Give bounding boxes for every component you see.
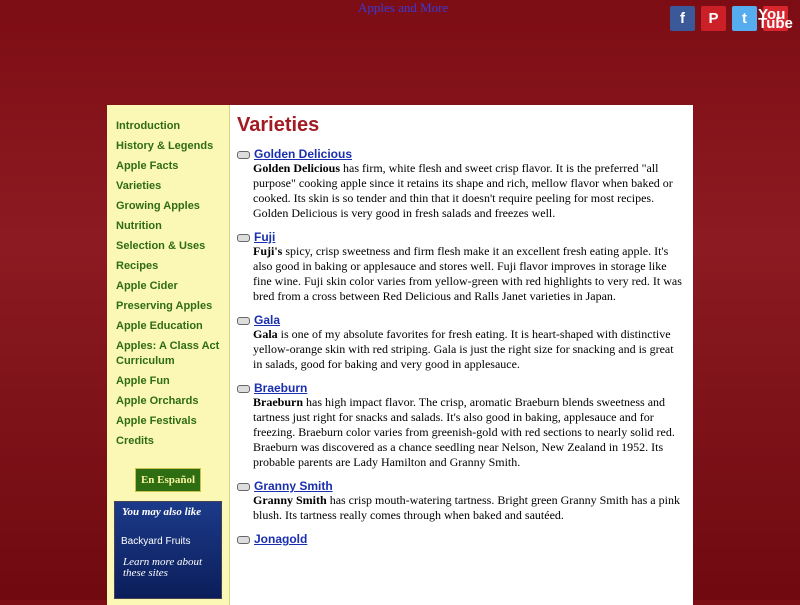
- link-icon: [237, 385, 250, 393]
- link-icon: [237, 151, 250, 159]
- main-panel: [107, 105, 693, 605]
- social-links: [670, 5, 793, 32]
- espanol-button[interactable]: En Español: [135, 468, 201, 492]
- variety-item: [237, 479, 685, 523]
- variety-description: Granny Smith has crisp mouth-watering tartness. Bright green Granny Smith has a pink blush. Its tartness really comes through when baked and sautéed.: [253, 493, 680, 522]
- sidebar-item-nutrition[interactable]: Nutrition: [116, 220, 162, 232]
- may-also-like-heading: You may also like: [122, 506, 202, 518]
- sidebar-item-varieties[interactable]: Varieties: [116, 180, 162, 192]
- variety-link[interactable]: Granny Smith: [254, 479, 333, 493]
- sidebar-item-preserving[interactable]: Preserving Apples: [116, 300, 213, 312]
- variety-link[interactable]: Braeburn: [254, 381, 308, 395]
- sidebar-item-education[interactable]: Apple Education: [116, 320, 203, 332]
- content: [237, 105, 685, 555]
- variety-link[interactable]: Jonagold: [254, 532, 308, 546]
- link-icon: [237, 483, 250, 491]
- sidebar-item-introduction[interactable]: Introduction: [116, 120, 181, 132]
- variety-link[interactable]: Gala: [254, 313, 281, 327]
- variety-description: Braeburn has high impact flavor. The crisp, aromatic Braeburn blends sweetness and tartness just right for snacks and salads. It's also good in baking, applesauce and for freezing. Braeburn color varies from greenish-gold with red sections to nearly solid red. Braeburn was discovered as a chance seedling near Nelson, New Zealand in 1952. Its probable parents are Lady Hamilton and Granny Smith.: [253, 395, 675, 469]
- variety-link[interactable]: Golden Delicious: [254, 147, 353, 161]
- sidebar-item-curriculum[interactable]: Apples: A Class Act Curriculum: [116, 340, 220, 367]
- link-icon: [237, 317, 250, 325]
- top-site-link[interactable]: Apples and More: [358, 0, 449, 15]
- sidebar-item-credits[interactable]: Credits: [116, 435, 154, 447]
- learn-more-text: Learn more about these sites: [123, 556, 203, 579]
- sidebar-item-history[interactable]: History & Legends: [116, 140, 214, 152]
- link-icon: [237, 536, 250, 544]
- backyard-fruits-link[interactable]: Backyard Fruits: [121, 536, 191, 547]
- variety-description: Golden Delicious has firm, white flesh and sweet crisp flavor. It is the preferred "all purpose" cooking apple since it retains its shape and rich, mellow flavor when baked or cooked. Its skin is so tender and thin that it doesn't require peeling for most recipes. Golden Delicious is very good in fresh salads and freezes well.: [253, 161, 673, 220]
- variety-item: [237, 313, 685, 372]
- variety-description: Fuji's spicy, crisp sweetness and firm flesh make it an excellent fresh eating apple. It's also good in baking or applesauce and stores well. Fuji flavor improves in storage like fine wine. Fuji skin color varies from yellow-green with red highlights to very red. It was bred from a cross between Red Delicious and Ralls Janet varieties in Japan.: [253, 244, 682, 303]
- variety-item: [237, 381, 685, 470]
- variety-link[interactable]: Fuji: [254, 230, 276, 244]
- link-icon: [237, 234, 250, 242]
- sidebar-nav: [107, 105, 229, 449]
- variety-item: [237, 230, 685, 304]
- page-title: Varieties: [237, 114, 320, 136]
- sidebar-item-growing[interactable]: Growing Apples: [116, 200, 200, 212]
- youtube-icon[interactable]: You Tube: [758, 5, 793, 32]
- sidebar-item-orchards[interactable]: Apple Orchards: [116, 395, 199, 407]
- sidebar: [107, 105, 230, 605]
- may-also-like-banner[interactable]: [114, 501, 222, 599]
- sidebar-item-fun[interactable]: Apple Fun: [116, 375, 170, 387]
- twitter-icon[interactable]: t: [732, 6, 757, 31]
- pinterest-icon[interactable]: P: [701, 6, 726, 31]
- sidebar-item-cider[interactable]: Apple Cider: [116, 280, 178, 292]
- variety-description: Gala is one of my absolute favorites for fresh eating. It is heart-shaped with distinctive yellow-orange skin with red striping. Gala is just the right size for snacking and is great in salads, good for baking and very good in applesauce.: [253, 327, 674, 371]
- facebook-icon[interactable]: f: [670, 6, 695, 31]
- sidebar-item-festivals[interactable]: Apple Festivals: [116, 415, 197, 427]
- sidebar-item-recipes[interactable]: Recipes: [116, 260, 159, 272]
- sidebar-item-apple-facts[interactable]: Apple Facts: [116, 160, 179, 172]
- sidebar-item-selection[interactable]: Selection & Uses: [116, 240, 206, 252]
- variety-item: [237, 532, 685, 546]
- variety-item: [237, 147, 685, 221]
